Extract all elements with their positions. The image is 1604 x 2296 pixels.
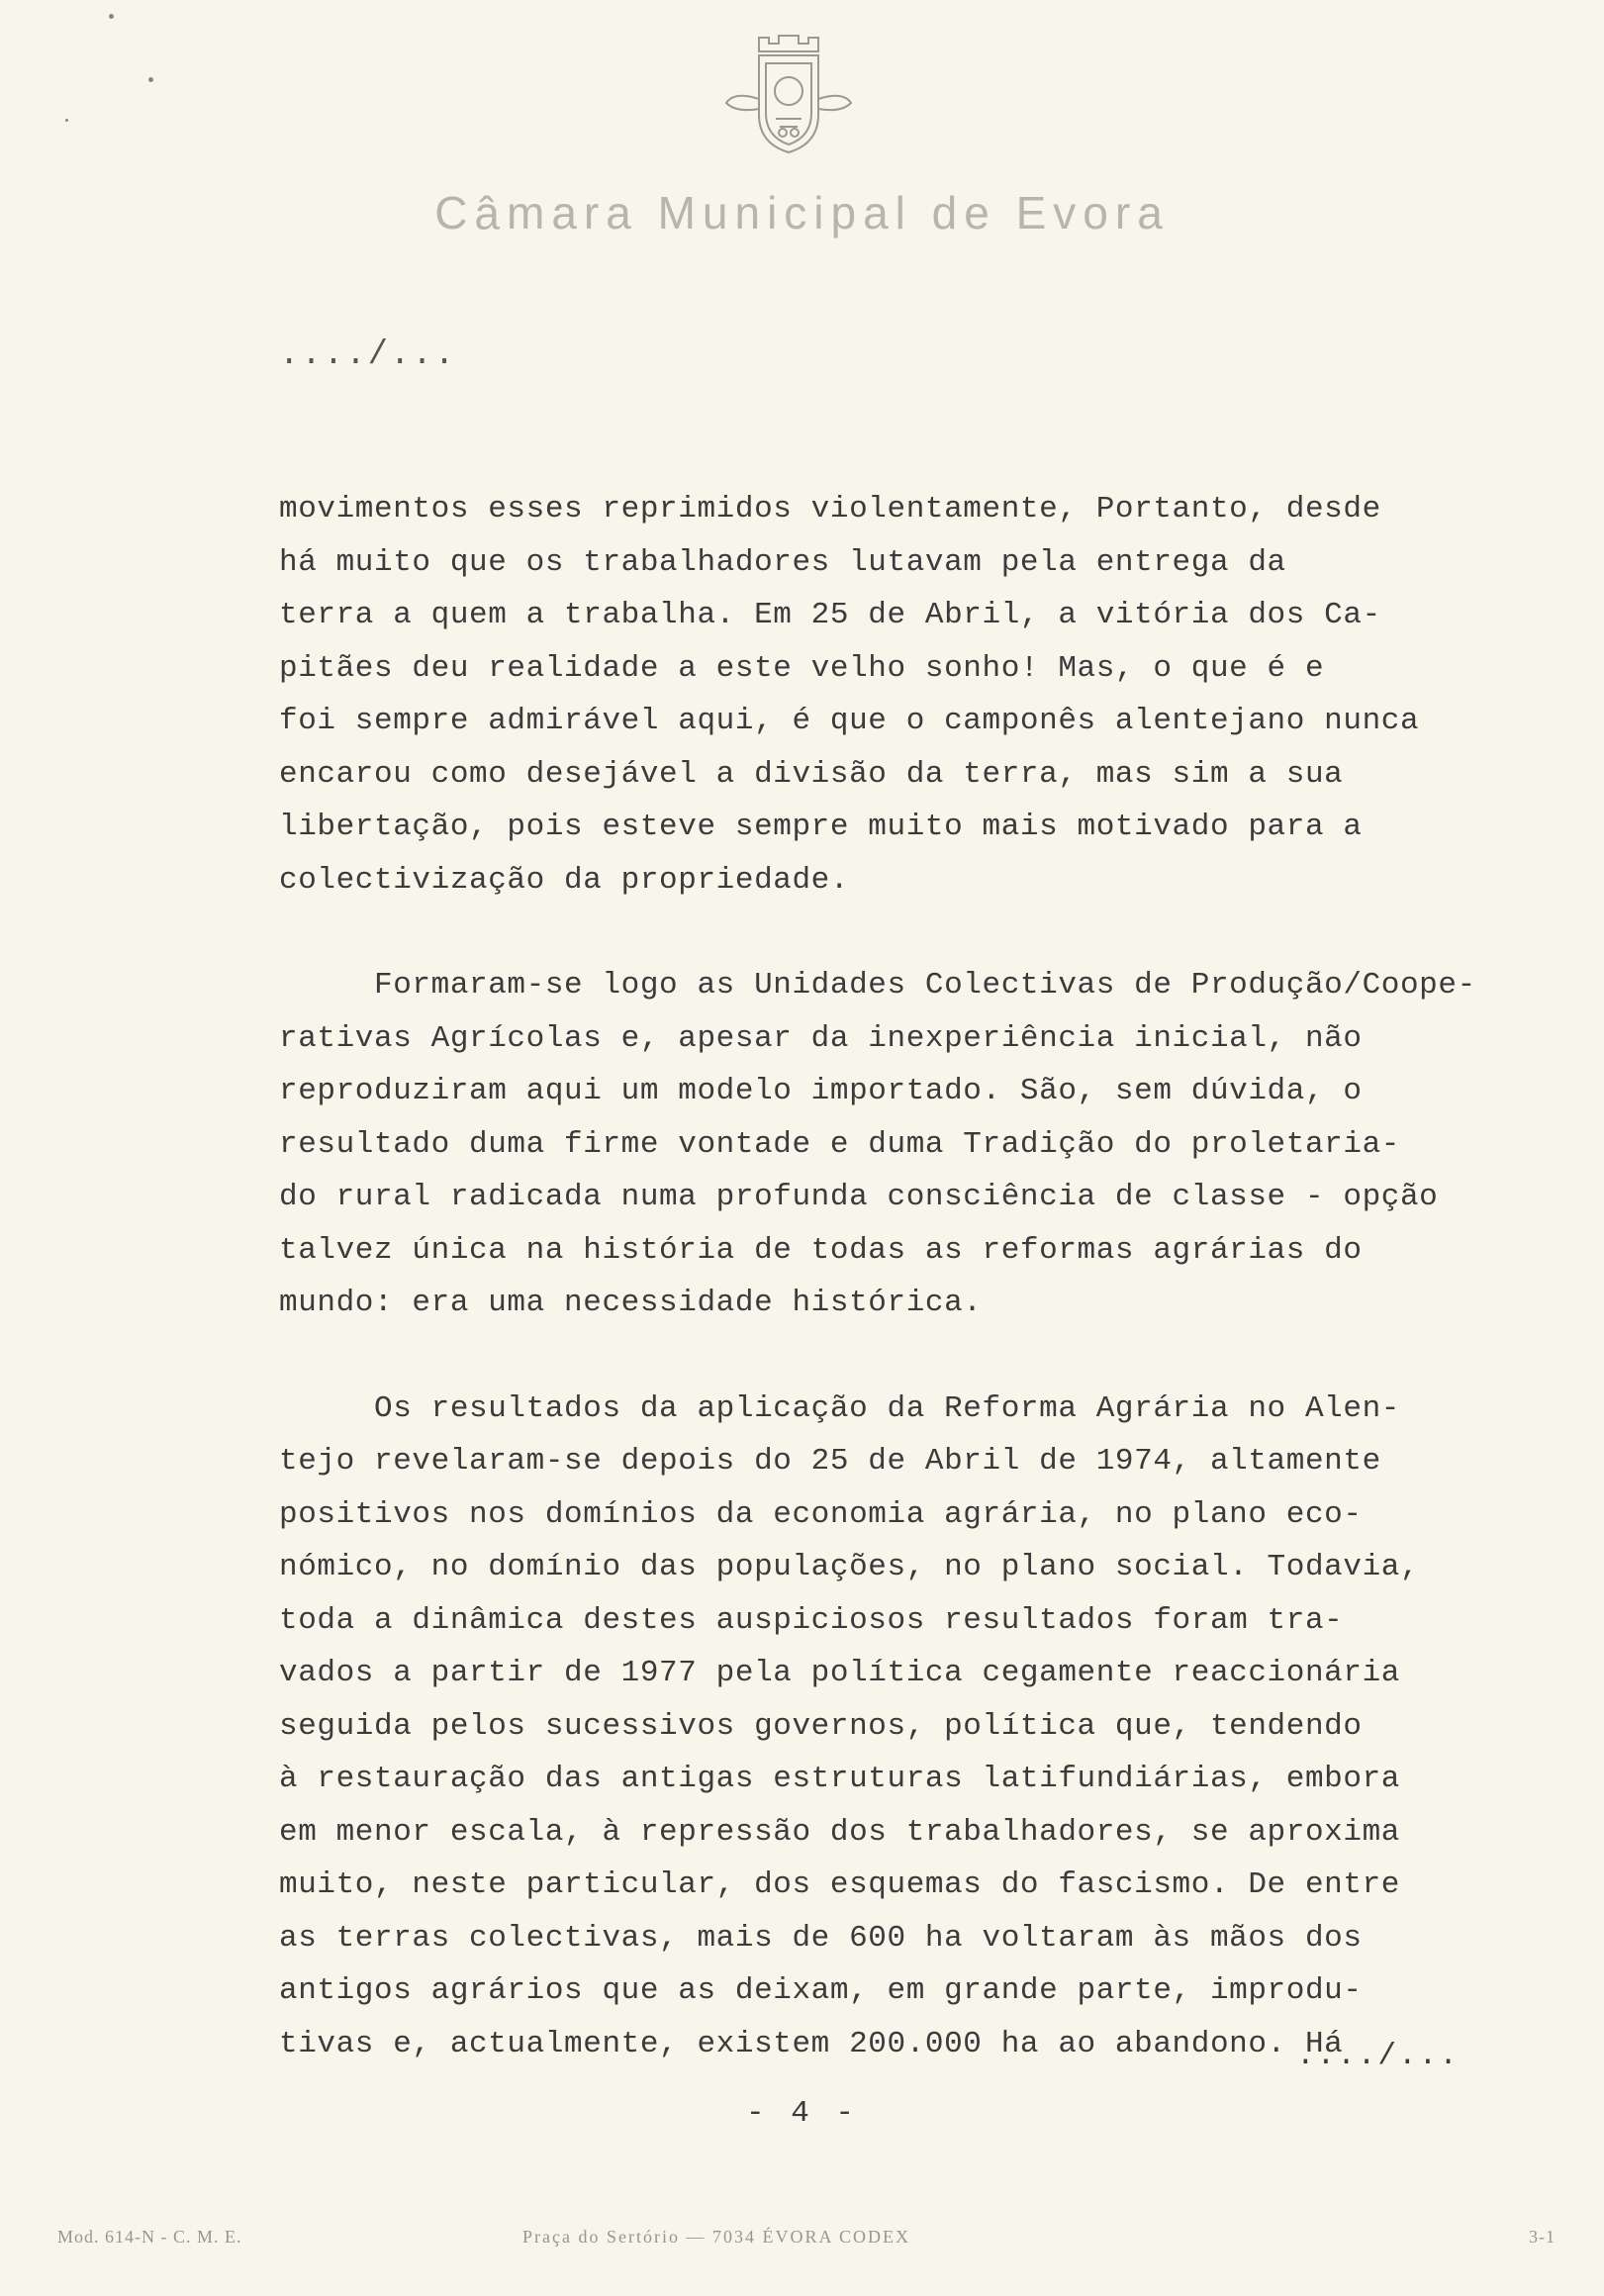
text-line: terra a quem a trabalha. Em 25 de Abril, a vitória dos Ca- [279, 598, 1381, 632]
text-line: foi sempre admirável aqui, é que o camponês alentejano nunca [279, 704, 1420, 738]
paragraph-gap [279, 907, 1486, 959]
text-line: toda a dinâmica destes auspiciosos resultados foram tra- [279, 1602, 1344, 1638]
continuation-marker-top: ..../... [279, 336, 457, 374]
text-line: colectivização da propriedade. [279, 862, 850, 898]
paragraph [279, 483, 1486, 907]
text-line: antigos agrários que as deixam, em grande parte, improdu- [279, 1973, 1363, 2008]
paragraph [279, 1383, 1486, 2071]
text-line: nómico, no domínio das populações, no plano social. Todavia, [279, 1550, 1420, 1584]
text-line: rativas Agrícolas e, apesar da inexperiência inicial, não [279, 1020, 1363, 1056]
text-line: tivas e, actualmente, existem 200.000 ha ao abandono. Há [279, 2026, 1344, 2061]
text-line: Os resultados da aplicação da Reforma Agrária no Alen- [279, 1390, 1400, 1426]
text-line: à restauração das antigas estruturas latifundiárias, embora [279, 1762, 1400, 1796]
text-line: muito, neste particular, dos esquemas do fascismo. De entre [279, 1867, 1400, 1902]
letter-body [279, 483, 1486, 2070]
sheet-code: 3-1 [1529, 2227, 1556, 2247]
text-line: resultado duma firme vontade e duma Tradição do proletaria- [279, 1126, 1400, 1162]
text-line: pitães deu realidade a este velho sonho! Mas, o que é e [279, 650, 1325, 686]
text-line: há muito que os trabalhadores lutavam pela entrega da [279, 544, 1286, 580]
text-line: libertação, pois esteve sempre muito mais motivado para a [279, 810, 1363, 844]
form-code: Mod. 614-N - C. M. E. [57, 2227, 242, 2247]
speck [109, 14, 114, 19]
municipality-title: Câmara Municipal de Evora [434, 187, 1170, 239]
address: Praça do Sertório — 7034 ÉVORA CODEX [522, 2227, 910, 2247]
text-line: positivos nos domínios da economia agrária, no plano eco- [279, 1496, 1363, 1532]
text-line: reproduziram aqui um modelo importado. São, sem dúvida, o [279, 1074, 1363, 1108]
continuation-marker-bottom: ..../... [1296, 2039, 1460, 2073]
text-line: do rural radicada numa profunda consciência de classe - opção [279, 1180, 1439, 1214]
speck [65, 119, 68, 122]
paragraph-gap [279, 1330, 1486, 1383]
paragraph [279, 959, 1486, 1330]
text-line: as terras colectivas, mais de 600 ha voltaram às mãos dos [279, 1920, 1363, 1956]
text-line: mundo: era uma necessidade histórica. [279, 1286, 983, 1320]
text-line: encarou como desejável a divisão da terra, mas sim a sua [279, 756, 1344, 792]
text-line: tejo revelaram-se depois do 25 de Abril de 1974, altamente [279, 1444, 1381, 1479]
text-line: vados a partir de 1977 pela política cegamente reaccionária [279, 1656, 1400, 1690]
coat-of-arms-icon [714, 30, 863, 158]
text-line: seguida pelos sucessivos governos, política que, tendendo [279, 1708, 1363, 1744]
text-line: Formaram-se logo as Unidades Colectivas de Produção/Coope- [279, 968, 1476, 1003]
text-line: em menor escala, à repressão dos trabalhadores, se aproxima [279, 1814, 1400, 1850]
text-line: talvez única na história de todas as reformas agrárias do [279, 1232, 1363, 1268]
text-line: movimentos esses reprimidos violentamente, Portanto, desde [279, 492, 1381, 526]
page-number: - 4 - [745, 2096, 858, 2131]
speck [148, 77, 153, 82]
